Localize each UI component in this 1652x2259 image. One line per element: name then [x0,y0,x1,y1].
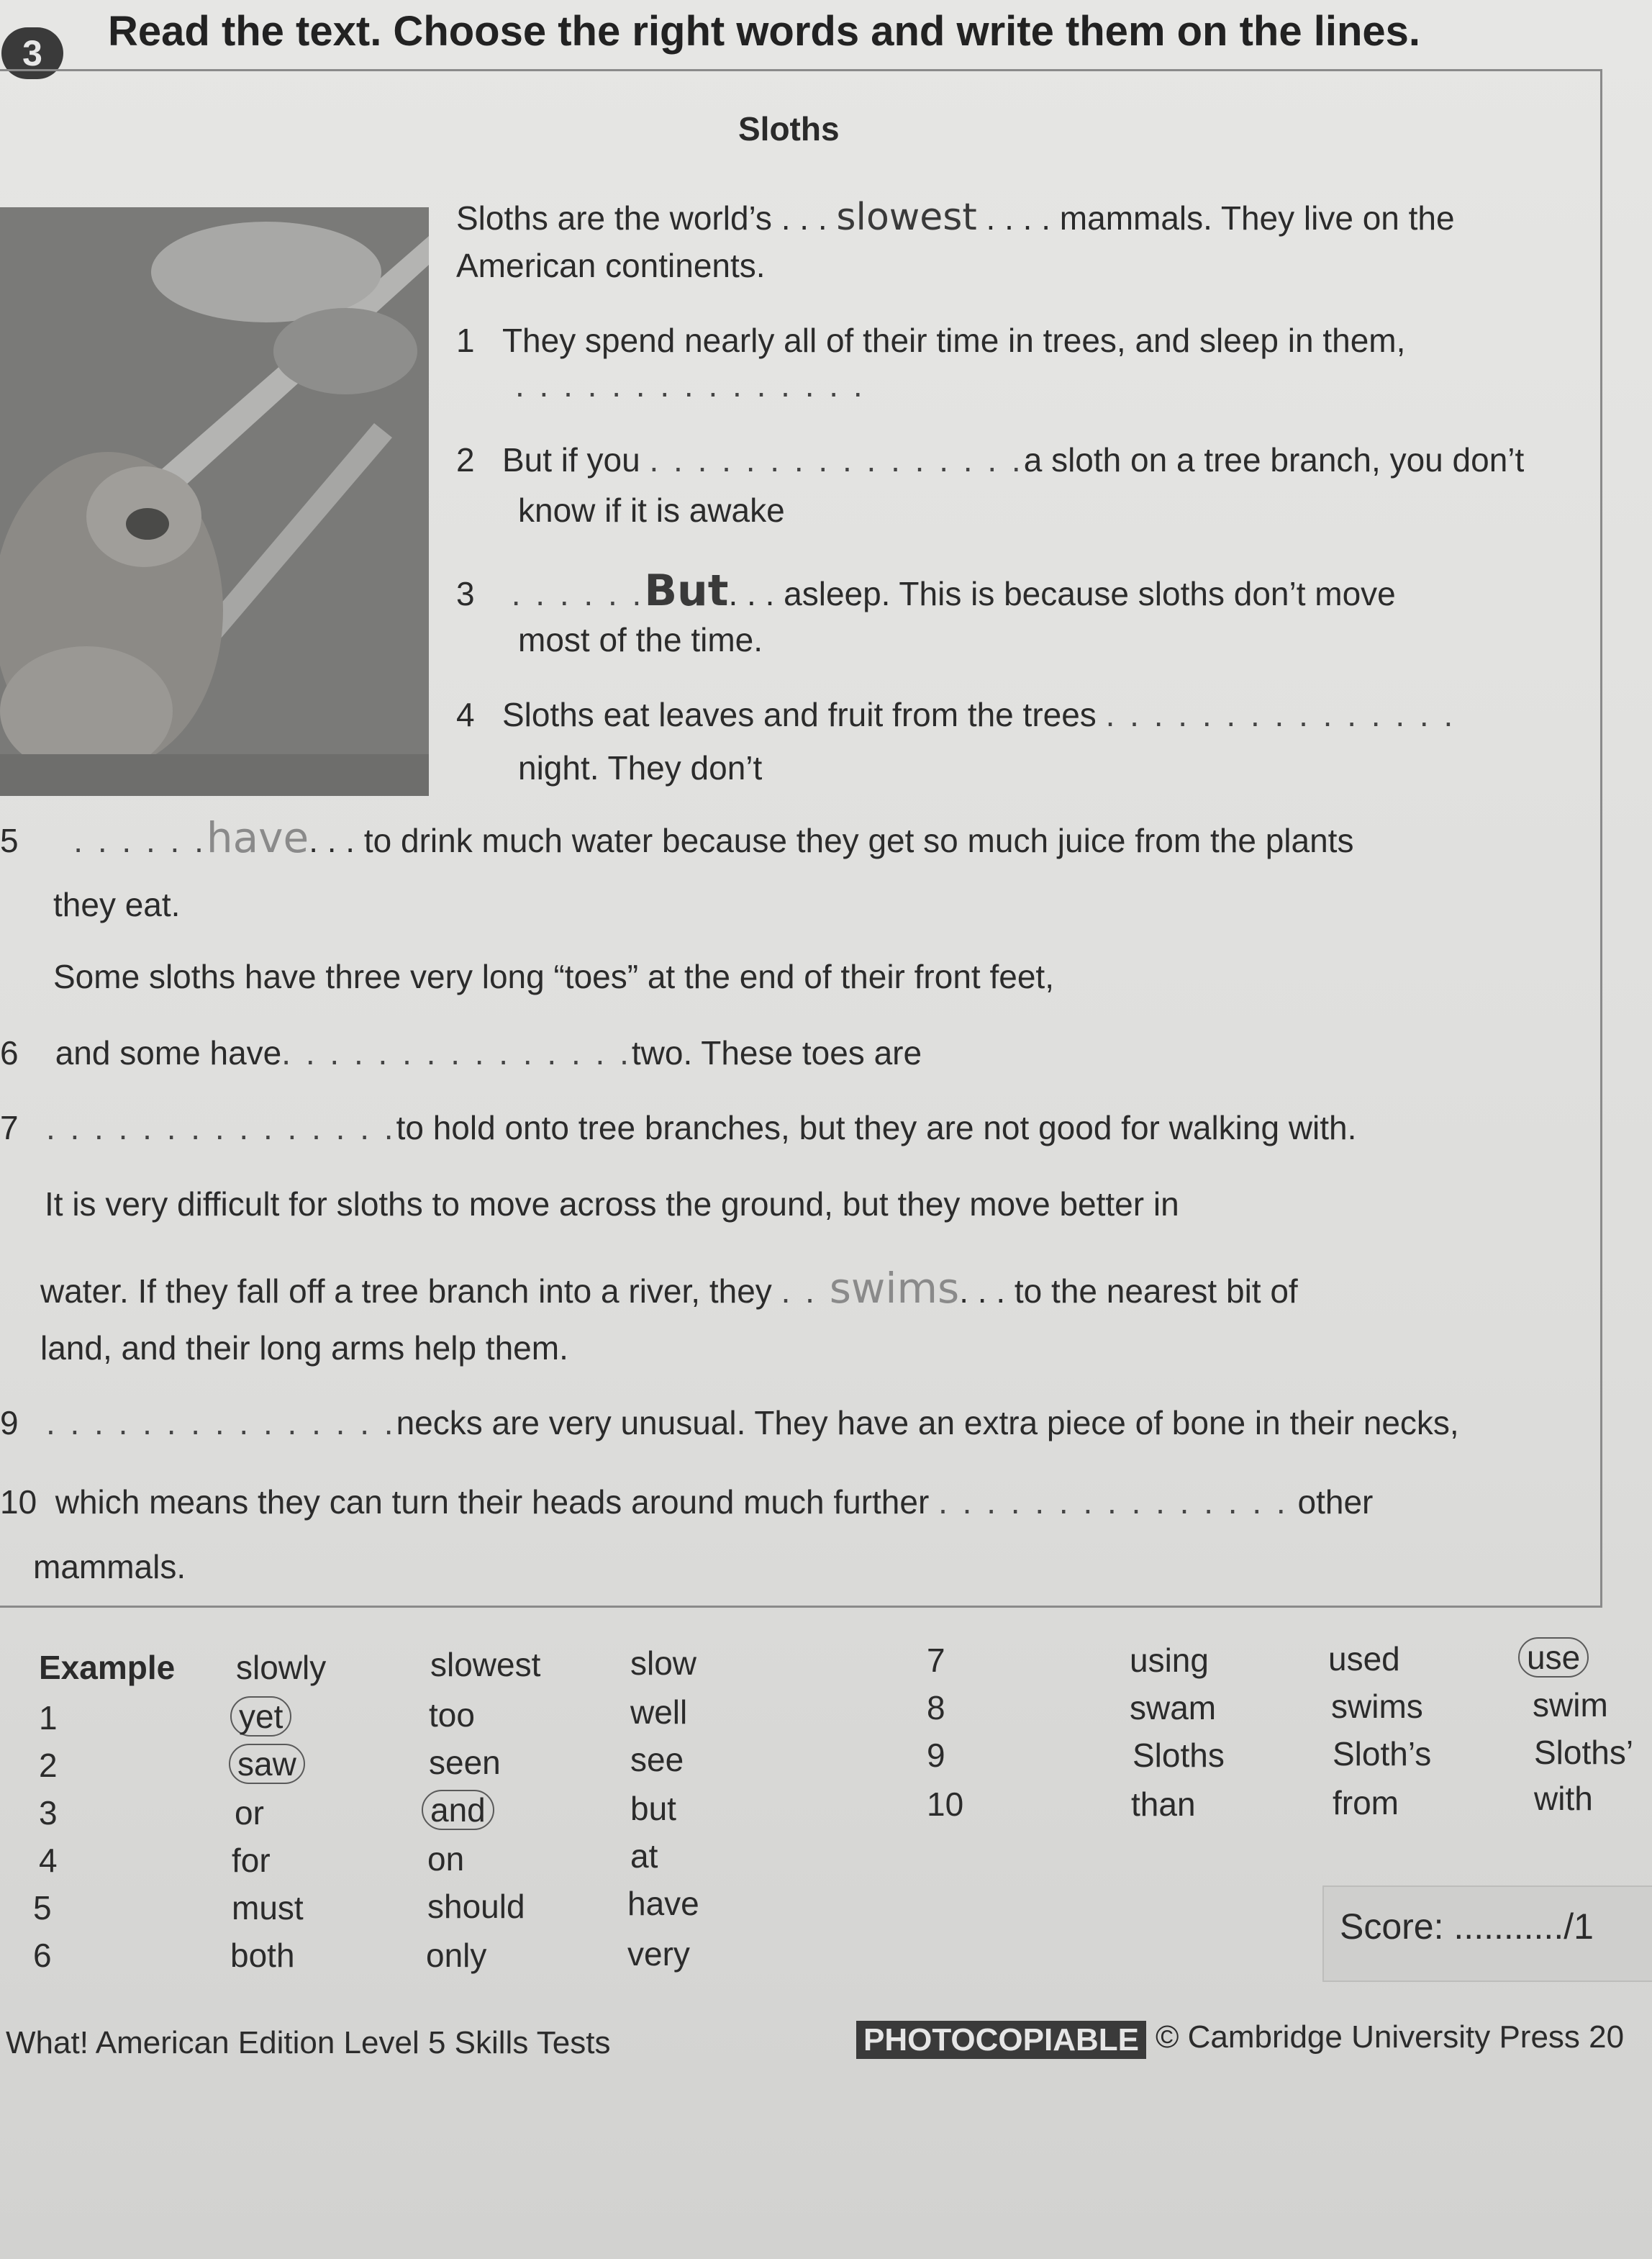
text-fragment: and some have [55,1034,282,1072]
handwritten-answer-5: have [206,813,309,862]
footer-book-title: What! American Edition Level 5 Skills Tests [6,2025,611,2060]
handwritten-answer-example: slowest [836,196,977,239]
option-word[interactable]: with [1534,1780,1593,1817]
text-fragment: two. These toes are [631,1034,922,1072]
score-label: Score: [1340,1906,1454,1947]
exercise-number-badge: 3 [1,27,63,79]
text-line-17 [40,1264,1298,1313]
circled-choice: yet [230,1696,291,1737]
option-word[interactable] [422,1791,494,1829]
option-word[interactable]: Sloths’ [1534,1734,1634,1771]
footer-copyright: © Cambridge University Press 20 [1156,2019,1625,2055]
answer-blank-1[interactable]: . . . . . . . . . . . . . . . [515,366,866,404]
option-word[interactable]: Sloth’s [1333,1735,1432,1773]
option-word[interactable]: or [235,1794,264,1832]
text-line-14 [0,1033,922,1072]
gap-number: 7 [0,1109,19,1146]
text-fragment: water. If they fall off a tree branch into a river, they [40,1272,772,1310]
option-row-number: 7 [927,1642,945,1679]
text-fragment: . . . asleep. This is because sloths don’t move [728,575,1396,612]
option-word[interactable]: used [1328,1640,1400,1678]
answer-blank-2[interactable]: . . . . . . . . . . . . . . . . [649,441,1024,479]
text-line-1 [456,196,1455,239]
option-row-number: 2 [39,1747,58,1784]
option-row-number: 10 [927,1785,964,1823]
text-line-16: It is very difficult for sloths to move across the ground, but they move better in [45,1185,1179,1223]
answer-blank-4[interactable]: . . . . . . . . . . . . . . . [1105,696,1456,733]
option-word[interactable]: see [630,1741,684,1778]
option-word[interactable]: well [630,1693,688,1731]
option-word: slowly [236,1649,327,1686]
text-line-19 [0,1403,1459,1442]
text-line-3 [456,321,1405,360]
text-fragment: a sloth on a tree branch, you don’t [1023,441,1525,479]
text-line-21: mammals. [33,1548,186,1585]
text-fragment: necks are very unusual. They have an extra piece of bone in their necks, [396,1404,1459,1441]
text-line-2: American continents. [456,247,766,284]
text-fragment: Sloths eat leaves and fruit from the trees [502,696,1097,733]
option-word[interactable]: from [1333,1784,1399,1821]
option-word[interactable]: seen [429,1744,501,1781]
circled-choice: use [1518,1637,1589,1678]
sloth-photo-graphic [0,207,429,796]
text-line-9 [456,695,1456,734]
text-fragment: Sloths are the world’s . . . [456,199,837,237]
text-line-12: they eat. [53,886,181,923]
text-fragment: . . . . mammals. They live on the [976,199,1455,237]
option-word: slow [630,1644,697,1682]
text-line-5 [456,440,1524,479]
handwritten-answer-3: But [644,566,729,616]
text-title: Sloths [738,110,840,148]
text-line-11 [0,813,1353,862]
text-fragment: . . . to drink much water because they get so much juice from the plants [309,822,1354,859]
text-line-15 [0,1108,1356,1147]
text-line-6: know if it is awake [518,492,785,529]
option-row-number: 8 [927,1689,945,1726]
option-word[interactable] [1518,1638,1589,1677]
option-word[interactable]: too [429,1696,475,1734]
circled-choice: saw [229,1744,305,1784]
text-line-18: land, and their long arms help them. [40,1329,568,1367]
gap-number: 6 [0,1034,19,1072]
score-total: /1 [1564,1906,1594,1947]
score-line [1340,1906,1594,1947]
option-word[interactable]: swim [1533,1686,1608,1724]
option-row-number: 9 [927,1737,945,1774]
option-word[interactable]: but [630,1790,676,1827]
text-line-13: Some sloths have three very long “toes” at the end of their front feet, [53,958,1054,995]
badge-label: PHOTOCOPIABLE [856,2021,1146,2059]
example-label: Example [39,1649,176,1686]
gap-number: 3 [456,575,475,612]
text-line-10: night. They don’t [518,749,763,787]
text-line-8: most of the time. [518,621,763,658]
option-row-number: 1 [39,1699,58,1737]
option-word[interactable]: swims [1331,1688,1423,1725]
option-word[interactable]: only [426,1937,487,1974]
page-footer [0,2015,1652,2073]
score-blank[interactable]: ........... [1453,1906,1564,1947]
option-word[interactable]: for [232,1842,271,1879]
text-line-20 [0,1482,1373,1521]
option-word[interactable]: must [232,1889,304,1927]
option-row-number: 4 [39,1842,58,1879]
option-word[interactable]: on [427,1840,465,1878]
option-word[interactable]: than [1131,1785,1196,1823]
option-word[interactable]: very [627,1935,690,1973]
text-fragment: other [1297,1483,1374,1521]
text-fragment: to hold onto tree branches, but they are not good for walking with. [396,1109,1357,1146]
gap-number: 9 [0,1404,19,1441]
handwritten-answer-8: swims [829,1264,960,1313]
answer-blank-9[interactable]: . . . . . . . . . . . . . . . [45,1404,396,1441]
sloth-photo [0,207,429,796]
option-word[interactable]: have [627,1885,699,1922]
answer-blank-6[interactable]: . . . . . . . . . . . . . . . [281,1034,632,1072]
text-line-7 [456,566,1396,616]
option-row-number: 5 [33,1889,52,1927]
option-row-number: 3 [39,1794,58,1832]
answer-blank-5[interactable]: . . . . . . [73,822,206,859]
answer-blank-10[interactable]: . . . . . . . . . . . . . . . [938,1483,1289,1521]
text-fragment: . . . to the nearest bit of [959,1272,1298,1310]
gap-number: 10 [0,1483,37,1521]
option-word: slowest [430,1646,541,1683]
text-fragment: They spend nearly all of their time in trees, and sleep in them, [502,322,1406,359]
option-word[interactable] [229,1744,305,1783]
text-fragment: But if you [502,441,650,479]
circled-choice: and [422,1790,494,1830]
answer-blank-3[interactable]: . . . . . . [511,575,645,612]
option-word[interactable]: at [630,1837,658,1875]
option-word[interactable]: Sloths [1133,1737,1225,1774]
gap-number: 1 [456,322,475,359]
option-word[interactable]: swam [1130,1689,1217,1726]
text-fragment: which means they can turn their heads around much further [55,1483,930,1521]
photocopiable-badge [856,2022,1146,2058]
option-word[interactable]: should [427,1888,525,1925]
option-word[interactable]: using [1130,1642,1209,1679]
option-word[interactable] [230,1697,291,1736]
option-row-number: 6 [33,1937,52,1974]
answer-blank-7[interactable]: . . . . . . . . . . . . . . . [45,1109,396,1146]
option-word[interactable]: both [230,1937,295,1974]
exercise-instruction: Read the text. Choose the right words and write them on the lines. [108,8,1420,55]
answer-blank-8[interactable]: . . [781,1272,830,1310]
gap-number: 5 [0,822,19,859]
gap-number: 2 [456,441,475,479]
exercise-header [0,0,1652,73]
gap-number: 4 [456,696,475,733]
